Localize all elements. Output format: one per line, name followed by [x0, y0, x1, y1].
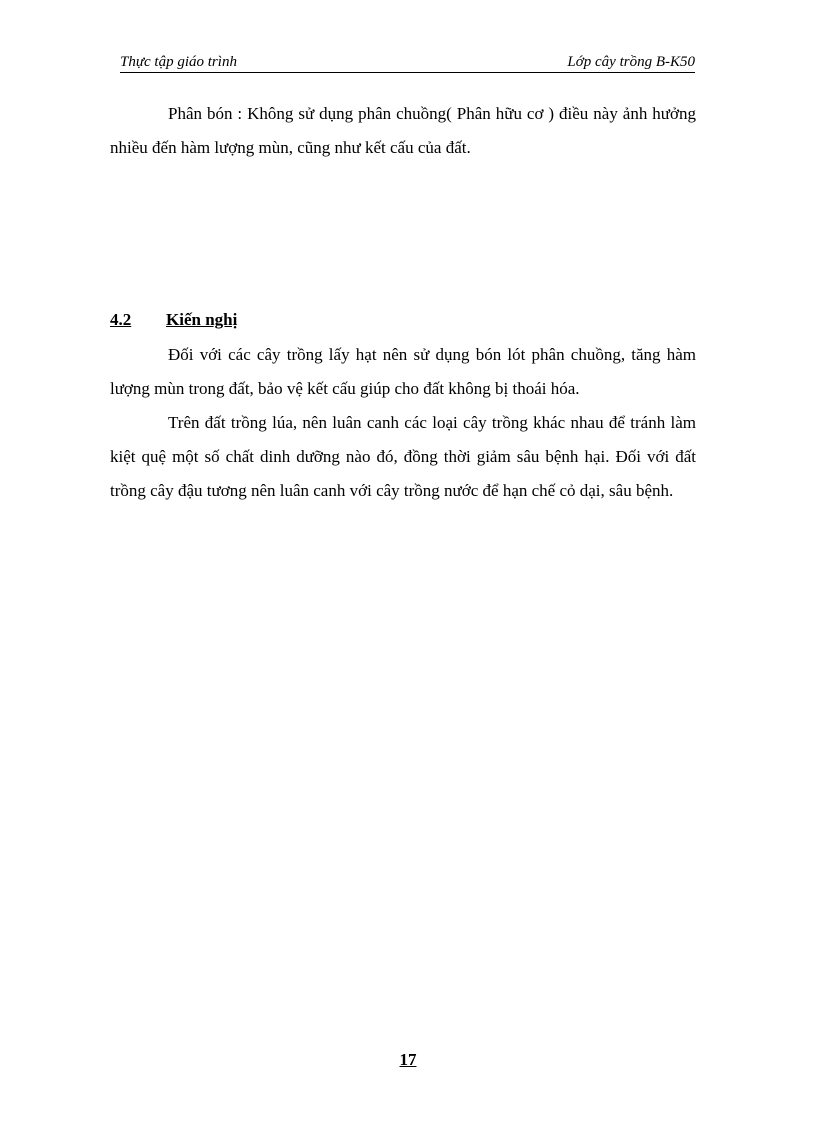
- page-header: [120, 52, 695, 73]
- header-class-name: Lớp cây trồng B-K50: [567, 54, 695, 70]
- section-number: 4.2: [110, 310, 132, 329]
- paragraph-fertilizer: Phân bón : Không sử dụng phân chuồng( Phân hữu cơ ) điều này ảnh hưởng nhiều đến hàm lượng mùn, cũng như kết cấu của đất.: [110, 104, 696, 157]
- header-course-title: Thực tập giáo trình: [120, 54, 237, 70]
- section-heading: [110, 305, 237, 335]
- section-title: Kiến nghị: [166, 310, 238, 329]
- paragraph-recommendation-2: Trên đất trồng lúa, nên luân canh các loại cây trồng khác nhau để tránh làm kiệt quệ một số chất dinh dưỡng nào đó, đồng thời giảm sâu bệnh hại. Đối với đất trồng cây đậu tương nên luân canh với cây trồng nước để hạn chế cỏ dại, sâu bệnh.: [110, 413, 696, 500]
- page-number: 17: [399, 1050, 417, 1069]
- paragraph-recommendation-1: Đối với các cây trồng lấy hạt nên sử dụng bón lót phân chuồng, tăng hàm lượng mùn trong đất, bảo vệ kết cấu giúp cho đất không bị thoái hóa.: [110, 345, 696, 398]
